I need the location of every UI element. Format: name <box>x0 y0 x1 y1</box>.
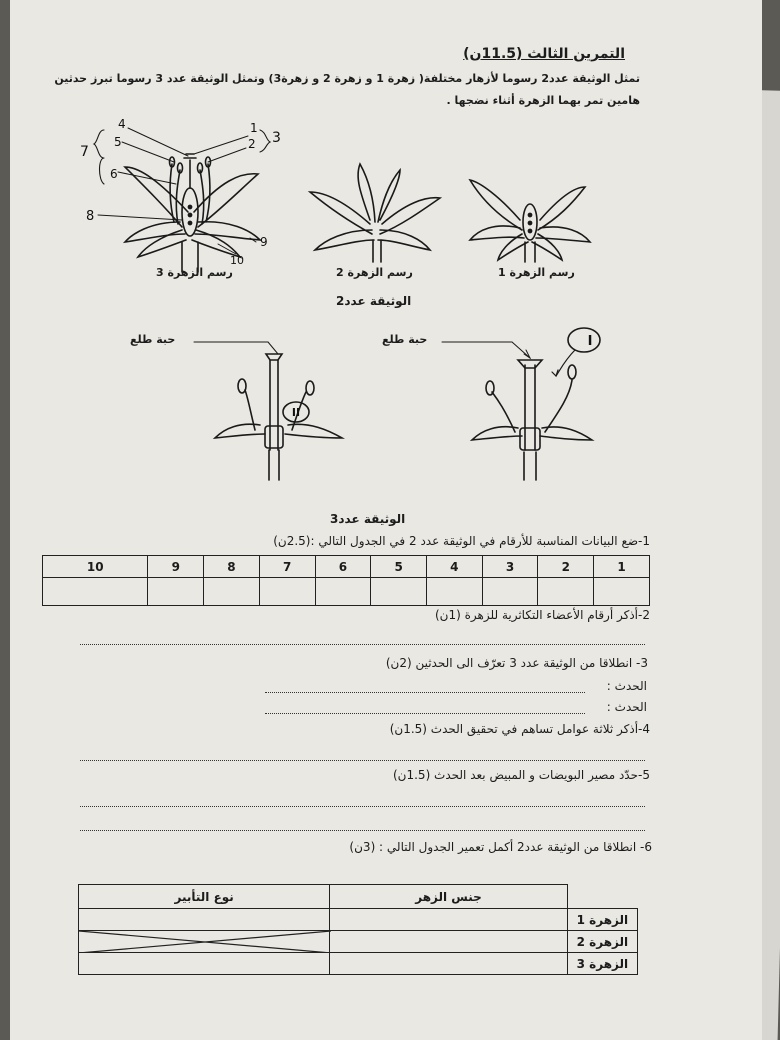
question-2: 2-أذكر أرقام الأعضاء التكاثرية للزهرة (1ن) <box>435 608 650 622</box>
question-3: 3- انطلاقا من الوثيقة عدد 3 تعرّف الى الحدثين (2ن) <box>385 656 648 670</box>
answer-cell-9[interactable] <box>148 578 204 606</box>
event-mark-1: I <box>587 334 593 349</box>
pollen-label-right: حبة طلع <box>382 333 428 346</box>
pollen-label-left: حبة طلع <box>130 333 176 346</box>
answer-cell-5[interactable] <box>371 578 427 606</box>
label-8: 8 <box>86 209 95 224</box>
event-2-drawing <box>194 342 342 480</box>
label-1: 1 <box>250 121 258 135</box>
flower-1-caption: رسم الزهرة 1 <box>498 266 575 279</box>
label-5: 5 <box>114 135 122 149</box>
label-4: 4 <box>118 117 126 131</box>
question-6: 6- انطلاقا من الوثيقة عدد2 أكمل تعمير الجدول التالي : (3ن) <box>349 840 652 854</box>
cross-out-mark <box>79 931 331 953</box>
row3-sex[interactable] <box>330 953 567 975</box>
row2-sex[interactable] <box>330 931 567 953</box>
answer-cell-6[interactable] <box>315 578 371 606</box>
header-empty <box>567 885 637 909</box>
row1-sex[interactable] <box>330 909 567 931</box>
answer-line-3b[interactable] <box>265 713 585 714</box>
header-7: 7 <box>259 556 315 578</box>
header-3: 3 <box>482 556 538 578</box>
question-5: 5-حدّد مصير البويضات و المبيض بعد الحدث (1.5ن) <box>392 768 650 782</box>
header-2: 2 <box>538 556 594 578</box>
answer-line-5b[interactable] <box>80 830 645 831</box>
intro-line-1: تمثل الوثيقة عدد2 رسوما لأزهار مختلفة( زهرة 1 و زهرة 2 و زهرة3) وتمثل الوثيقة عدد 3 رسوما تبرز حدثين <box>54 72 640 85</box>
answer-line-4[interactable] <box>80 760 645 761</box>
row2-pollination <box>79 931 330 953</box>
flower-3-drawing <box>94 128 270 272</box>
header-1: 1 <box>594 556 650 578</box>
label-6: 6 <box>110 167 118 181</box>
answer-cell-1[interactable] <box>594 578 650 606</box>
flower-2-caption: رسم الزهرة 2 <box>336 266 413 279</box>
header-4: 4 <box>427 556 483 578</box>
pollination-table <box>78 884 638 975</box>
answer-cell-10[interactable] <box>43 578 148 606</box>
header-pollination-type: نوع التأبير <box>79 885 330 909</box>
event-2-prompt: الحدث : <box>606 700 647 714</box>
answer-cell-2[interactable] <box>538 578 594 606</box>
answer-cell-4[interactable] <box>427 578 483 606</box>
header-9: 9 <box>148 556 204 578</box>
header-10: 10 <box>43 556 148 578</box>
label-9: 9 <box>260 235 268 249</box>
intro-line-2: هامين تمر بهما الزهرة أثناء نضجها . <box>446 94 640 107</box>
event-mark-2: II <box>291 406 301 419</box>
flower-3-caption: رسم الزهرة 3 <box>156 266 233 279</box>
row-label-3: الزهرة 3 <box>567 953 637 975</box>
row3-pollination[interactable] <box>79 953 330 975</box>
row-label-2: الزهرة 2 <box>567 931 637 953</box>
row1-pollination[interactable] <box>79 909 330 931</box>
exercise-title: التمرين الثالث (11.5ن) <box>463 46 625 62</box>
label-3: 3 <box>272 130 281 146</box>
label-7: 7 <box>80 144 89 160</box>
row-label-1: الزهرة 1 <box>567 909 637 931</box>
doc3-event-drawings <box>120 320 640 490</box>
header-6: 6 <box>315 556 371 578</box>
doc2-flower-drawings <box>70 112 630 292</box>
flower-1-drawing <box>470 180 590 262</box>
answer-line-5a[interactable] <box>80 806 645 807</box>
doc2-label: الوثيقة عدد2 <box>336 294 412 308</box>
question-1: 1-ضع البيانات المناسبة للأرقام في الوثيقة عدد 2 في الجدول التالي :(2.5ن) <box>273 534 650 548</box>
answer-cell-8[interactable] <box>204 578 260 606</box>
event-1-prompt: الحدث : <box>606 679 647 693</box>
question-4: 4-أذكر ثلاثة عوامل تساهم في تحقيق الحدث (1.5ن) <box>389 722 650 736</box>
flower-2-drawing <box>310 164 440 262</box>
answer-cell-3[interactable] <box>482 578 538 606</box>
header-8: 8 <box>204 556 260 578</box>
numbers-table <box>42 555 650 606</box>
event-1-drawing <box>442 328 600 480</box>
label-2: 2 <box>248 137 256 151</box>
header-5: 5 <box>371 556 427 578</box>
header-flower-sex: جنس الزهر <box>330 885 567 909</box>
answer-line-2[interactable] <box>80 644 645 645</box>
answer-line-3a[interactable] <box>265 692 585 693</box>
answer-cell-7[interactable] <box>259 578 315 606</box>
doc3-label: الوثيقة عدد3 <box>330 512 406 526</box>
label-10: 10 <box>230 254 244 267</box>
